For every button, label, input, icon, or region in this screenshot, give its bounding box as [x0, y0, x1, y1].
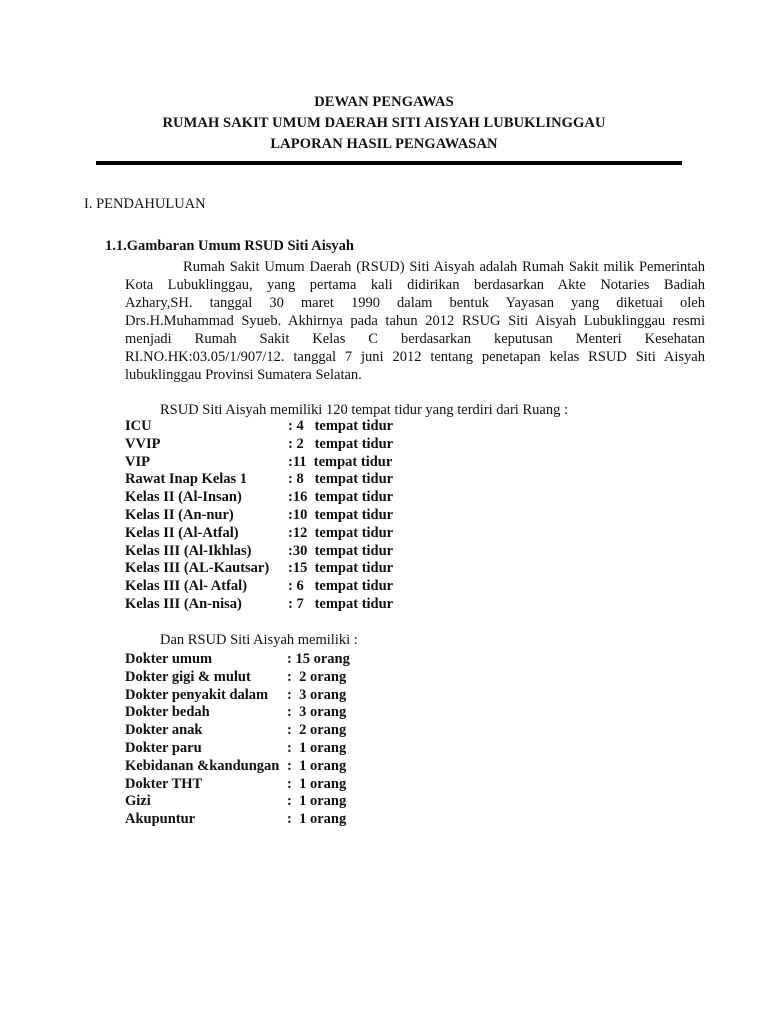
bed-name: VIP — [125, 453, 150, 470]
paragraph-line: Azhary,SH. tanggal 30 maret 1990 dalam bentuk Yayasan yang diketuai oleh — [125, 295, 705, 311]
bed-value: : 4 tempat tidur — [288, 418, 394, 434]
bed-value: :11 tempat tidur — [288, 453, 393, 470]
staff-name: Dokter paru — [125, 739, 202, 756]
staff-value: : 1 orang — [287, 775, 347, 792]
staff-intro: Dan RSUD Siti Aisyah memiliki : — [160, 632, 358, 648]
staff-name: Dokter gigi & mulut — [125, 668, 251, 685]
paragraph-line: menjadi Rumah Sakit Kelas C berdasarkan keputusan Menteri Kesehatan — [125, 331, 705, 347]
staff-value: : 3 orang — [287, 686, 347, 703]
staff-name: Kebidanan &kandungan — [125, 757, 280, 774]
header-hospital-name: RUMAH SAKIT UMUM DAERAH SITI AISYAH LUBUKLINGGAU — [162, 115, 606, 131]
staff-value: : 2 orang — [287, 722, 347, 739]
bed-name: Kelas II (An-nur) — [125, 506, 234, 523]
bed-name: Kelas III (An-nisa) — [125, 595, 242, 612]
staff-value: : 1 orang — [287, 739, 347, 756]
staff-name: Akupuntur — [125, 811, 196, 828]
paragraph-line: lubuklinggau Provinsi Sumatera Selatan. — [125, 367, 362, 383]
paragraph-line: Kota Lubuklinggau, yang pertama kali didirikan berdasarkan Akte Notaries Badiah — [125, 277, 705, 293]
bed-name: Kelas II (Al-Insan) — [125, 489, 242, 506]
header-report-title: LAPORAN HASIL PENGAWASAN — [270, 136, 498, 152]
header-divider — [96, 161, 682, 165]
staff-value: : 3 orang — [287, 704, 347, 721]
bed-name: VVIP — [125, 435, 161, 452]
bed-value: : 7 tempat tidur — [288, 595, 394, 612]
bed-value: : 2 tempat tidur — [288, 435, 394, 452]
staff-value: : 15 orang — [287, 651, 350, 667]
subsection-heading: 1.1.Gambaran Umum RSUD Siti Aisyah — [105, 238, 354, 254]
staff-name: Gizi — [125, 793, 151, 810]
bed-value: :16 tempat tidur — [288, 489, 394, 506]
staff-value: : 1 orang — [287, 811, 347, 828]
bed-name: Kelas III (Al- Atfal) — [125, 578, 248, 595]
staff-value: : 1 orang — [287, 757, 347, 774]
bed-name: Kelas III (Al-Ikhlas) — [125, 542, 252, 559]
beds-intro: RSUD Siti Aisyah memiliki 120 tempat tidur yang terdiri dari Ruang : — [160, 402, 568, 418]
bed-name: Rawat Inap Kelas 1 — [125, 471, 248, 488]
intro-paragraph — [125, 258, 705, 384]
bed-value: :30 tempat tidur — [288, 542, 394, 559]
bed-value: :12 tempat tidur — [288, 524, 394, 541]
bed-value: :10 tempat tidur — [288, 506, 394, 523]
staff-name: Dokter penyakit dalam — [125, 686, 269, 703]
staff-name: Dokter umum — [125, 651, 213, 667]
bed-name: Kelas III (AL-Kautsar) — [125, 560, 270, 577]
staff-name: Dokter THT — [125, 775, 203, 792]
bed-name: Kelas II (Al-Atfal) — [125, 524, 239, 541]
paragraph-line: Drs.H.Muhammad Syueb. Akhirnya pada tahun 2012 RSUG Siti Aisyah Lubuklinggau resmi — [125, 313, 705, 329]
staff-name: Dokter anak — [125, 722, 203, 739]
header-title: DEWAN PENGAWAS — [314, 94, 454, 110]
staff-name: Dokter bedah — [125, 704, 210, 721]
bed-name: ICU — [125, 418, 152, 434]
paragraph-line: Rumah Sakit Umum Daerah (RSUD) Siti Aisyah adalah Rumah Sakit milik Pemerintah — [125, 259, 705, 275]
section-heading: I. PENDAHULUAN — [84, 196, 206, 212]
paragraph-line: RI.NO.HK:03.05/1/907/12. tanggal 7 juni 2012 tentang penetapan kelas RSUD Siti Aisyah — [125, 349, 705, 365]
bed-value: :15 tempat tidur — [288, 560, 394, 577]
staff-value: : 1 orang — [287, 793, 347, 810]
bed-value: : 8 tempat tidur — [288, 471, 394, 488]
bed-value: : 6 tempat tidur — [288, 578, 394, 595]
staff-value: : 2 orang — [287, 668, 347, 685]
